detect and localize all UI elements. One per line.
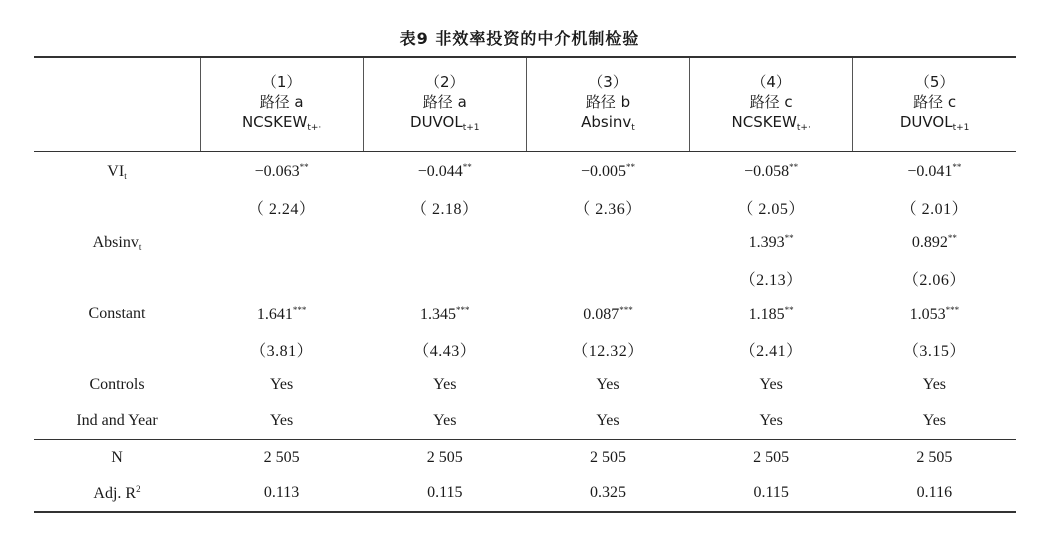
- value-cell: Yes: [363, 403, 526, 439]
- value-cell: Yes: [922, 376, 947, 394]
- coef-cell: 1.053***: [909, 304, 960, 323]
- value-cell: Yes: [596, 376, 620, 394]
- value-cell: Yes: [200, 403, 363, 439]
- tstat-cell: （3.81）: [250, 343, 314, 361]
- tstat-cell: [363, 261, 526, 297]
- table-row-vi-tstat: [34, 190, 1016, 226]
- regression-table: [34, 56, 1016, 513]
- coef-cell: 1.345***: [420, 304, 470, 323]
- value-cell: 0.115: [363, 475, 526, 512]
- tstat-cell: （ 2.05）: [737, 200, 805, 218]
- coef-cell: −0.063**: [254, 162, 309, 181]
- header-row: [34, 57, 1016, 152]
- value-cell: 0.325: [526, 475, 689, 512]
- value-cell: 2 505: [426, 448, 463, 466]
- value-cell: 0.113: [200, 475, 363, 512]
- column-number: （4）: [751, 72, 791, 91]
- tstat-cell: （3.15）: [902, 343, 966, 361]
- coef-cell: 1.393**: [748, 233, 794, 252]
- column-path: 路径 a: [422, 92, 467, 111]
- value-cell: 2 505: [916, 448, 953, 466]
- tstat-cell: （2.13）: [739, 272, 803, 290]
- table-row-constant: [34, 296, 1016, 332]
- column-path: 路径 b: [585, 92, 631, 111]
- table-row-absinv: [34, 225, 1016, 261]
- column-dependent: $DUVOL_{t+1}$: [899, 112, 970, 133]
- coef-cell: −0.005**: [580, 162, 635, 181]
- value-cell: Yes: [690, 403, 853, 439]
- row-label: Constant: [88, 305, 146, 323]
- tstat-cell: （ 2.24）: [247, 200, 316, 218]
- row-label: [34, 190, 200, 226]
- value-cell: 2 505: [589, 448, 626, 466]
- row-label: $VI_t$: [107, 162, 127, 181]
- header-corner: [34, 57, 200, 152]
- coef-cell: −0.058**: [744, 162, 799, 181]
- value-cell: 0.115: [690, 475, 853, 512]
- value-cell: Yes: [853, 403, 1016, 439]
- column-dependent: Absinv$_t$: [581, 112, 635, 133]
- tstat-cell: [526, 261, 689, 297]
- table-row-absinv-tstat: [34, 261, 1016, 297]
- column-number: （5）: [914, 72, 955, 91]
- coef-cell: [363, 225, 526, 261]
- coef-cell: [526, 225, 689, 261]
- row-label: N: [111, 448, 123, 466]
- value-cell: 0.116: [853, 475, 1016, 512]
- tstat-cell: [200, 261, 363, 297]
- column-dependent: $DUVOL_{t+1}$: [410, 112, 480, 133]
- table-row-constant-tstat: [34, 332, 1016, 368]
- value-cell: 2 505: [753, 448, 790, 466]
- column-number: （2）: [425, 72, 465, 91]
- table-row-controls: [34, 368, 1016, 404]
- row-label: Absinv$_t$: [92, 233, 142, 252]
- coef-cell: 0.892**: [911, 233, 957, 252]
- column-dependent: $NCSKEW_{t+\cdot}$: [731, 112, 811, 133]
- tstat-cell: （2.06）: [902, 272, 966, 290]
- row-label: Controls: [89, 376, 145, 394]
- row-label: Adj. $R^2$: [34, 475, 200, 512]
- column-header-4: [690, 57, 853, 152]
- value-cell: Yes: [759, 376, 783, 394]
- coef-cell: 1.641***: [256, 304, 307, 323]
- column-header-5: [853, 57, 1016, 152]
- tstat-cell: （2.41）: [739, 343, 803, 361]
- value-cell: 2 505: [263, 448, 300, 466]
- tstat-cell: （ 2.18）: [411, 200, 479, 218]
- tstat-cell: （ 2.01）: [900, 200, 969, 218]
- row-label: [34, 332, 200, 368]
- value-cell: Yes: [526, 403, 689, 439]
- tstat-cell: （ 2.36）: [574, 200, 642, 218]
- tstat-cell: （4.43）: [413, 343, 477, 361]
- table-row-ind-year: [34, 403, 1016, 439]
- coef-cell: −0.041**: [907, 162, 962, 181]
- column-path: 路径 c: [749, 92, 793, 111]
- tstat-cell: （12.32）: [572, 343, 644, 361]
- column-path: 路径 a: [259, 92, 304, 111]
- value-cell: Yes: [433, 376, 457, 394]
- column-header-3: [526, 57, 689, 152]
- column-dependent: $NCSKEW_{t+\cdot}$: [241, 112, 322, 133]
- table-title: 表9 非效率投资的中介机制检验: [399, 29, 640, 48]
- table-row-vi: [34, 152, 1016, 190]
- column-path: 路径 c: [913, 92, 957, 111]
- coef-cell: 1.185**: [748, 304, 794, 323]
- column-number: （1）: [261, 72, 302, 91]
- table-row-n: [34, 439, 1016, 475]
- row-label: Ind and Year: [34, 403, 200, 439]
- column-header-1: [200, 57, 363, 152]
- value-cell: Yes: [269, 376, 294, 394]
- table-row-adj-r2: [34, 475, 1016, 512]
- row-label: [34, 261, 200, 297]
- column-header-2: [363, 57, 526, 152]
- column-number: （3）: [588, 72, 628, 91]
- coef-cell: 0.087***: [583, 304, 633, 323]
- coef-cell: −0.044**: [417, 162, 472, 181]
- coef-cell: [200, 225, 363, 261]
